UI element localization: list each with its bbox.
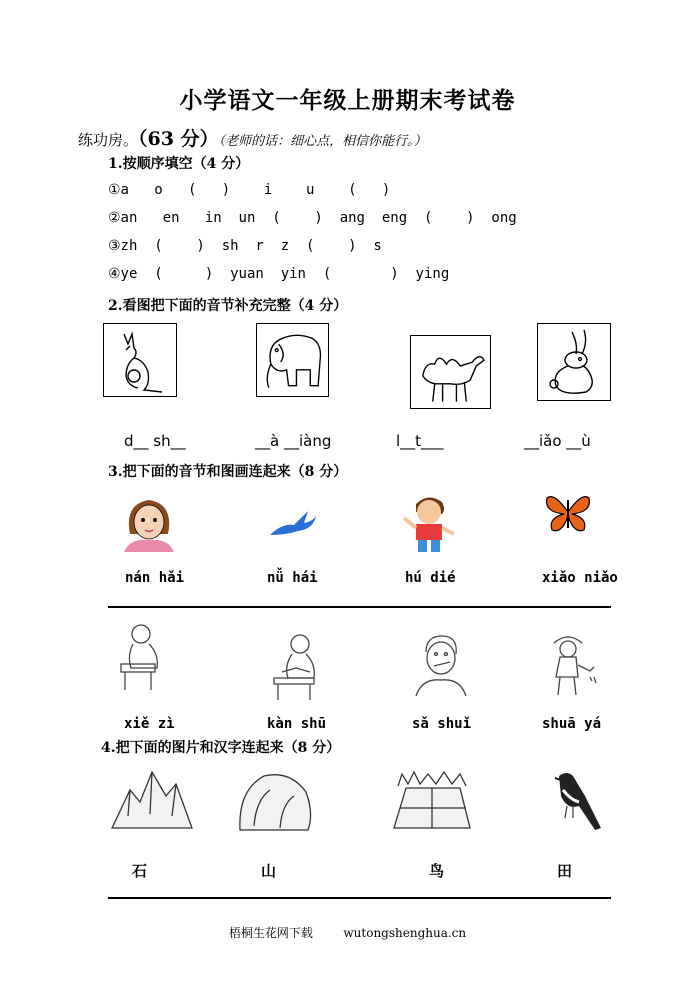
page-title: 小学语文一年级上册期末考试卷: [179, 87, 516, 114]
q4-char-bird: 鸟: [429, 862, 445, 880]
divider-2: [108, 897, 611, 899]
intro-prefix: 练功房。: [78, 131, 139, 149]
q1-row-2: ②an en in un ( ) ang eng ( ) ong: [108, 210, 517, 226]
q4-char-stone: 石: [132, 862, 148, 880]
elephant-icon: [256, 323, 329, 397]
q3-row1-2: nǚ hái: [267, 570, 318, 586]
camel-icon: [410, 335, 491, 409]
writing-child-icon: [117, 620, 167, 692]
q2-title: 2.看图把下面的音节补充完整（4 分）: [108, 298, 348, 314]
q1-row-3: ③zh ( ) sh r z ( ) s: [108, 238, 382, 254]
q2-syllable-4: __iǎo __ù: [524, 432, 591, 450]
q1-row-4: ④ye ( ) yuan yin ( ) ying: [108, 266, 450, 282]
mountain-icon: [110, 766, 195, 836]
q3-row2-1: xiě zì: [124, 716, 175, 732]
girl-icon: [116, 494, 182, 552]
footer-source: 梧桐生花网下载 wutongshenghua.cn: [228, 926, 467, 940]
divider-1: [108, 606, 611, 608]
q4-char-field: 田: [557, 862, 573, 880]
bird-icon: [268, 505, 318, 541]
q3-row2-4: shuā yá: [542, 716, 602, 732]
q2-syllable-2: __à __iàng: [255, 432, 332, 450]
q1-row-1: ①a o ( ) i u ( ): [108, 182, 391, 198]
q1-title: 1.按顺序填空（4 分）: [108, 156, 250, 172]
reading-child-icon: [270, 632, 325, 700]
butterfly-icon: [544, 490, 592, 534]
brushing-teeth-child-icon: [410, 632, 472, 697]
q3-row1-3: hú dié: [405, 570, 456, 586]
magpie-icon: [545, 766, 603, 838]
q4-char-mountain: 山: [261, 862, 277, 880]
q2-syllable-1: d__ sh__: [124, 432, 186, 450]
total-score: （63 分）: [138, 128, 219, 150]
q3-row1-1: nán hǎi: [125, 570, 185, 586]
q3-row2-2: kàn shū: [267, 716, 327, 732]
boy-icon: [398, 490, 458, 556]
field-icon: [390, 768, 475, 836]
q4-title: 4.把下面的图片和汉字连起来（8 分）: [101, 740, 341, 756]
teacher-note: （老师的话：细心点，相信你能行。）: [218, 134, 427, 149]
q3-row2-3: sǎ shuǐ: [412, 716, 472, 732]
watering-child-icon: [542, 631, 598, 699]
rabbit-icon: [537, 323, 611, 401]
intro-line: [78, 124, 427, 151]
q3-row1-4: xiǎo niǎo: [542, 570, 618, 586]
q3-title: 3.把下面的音节和图画连起来（8 分）: [108, 464, 348, 480]
q2-syllable-3: l__t___: [396, 432, 444, 450]
stone-icon: [236, 766, 314, 838]
kangaroo-icon: [103, 323, 177, 397]
